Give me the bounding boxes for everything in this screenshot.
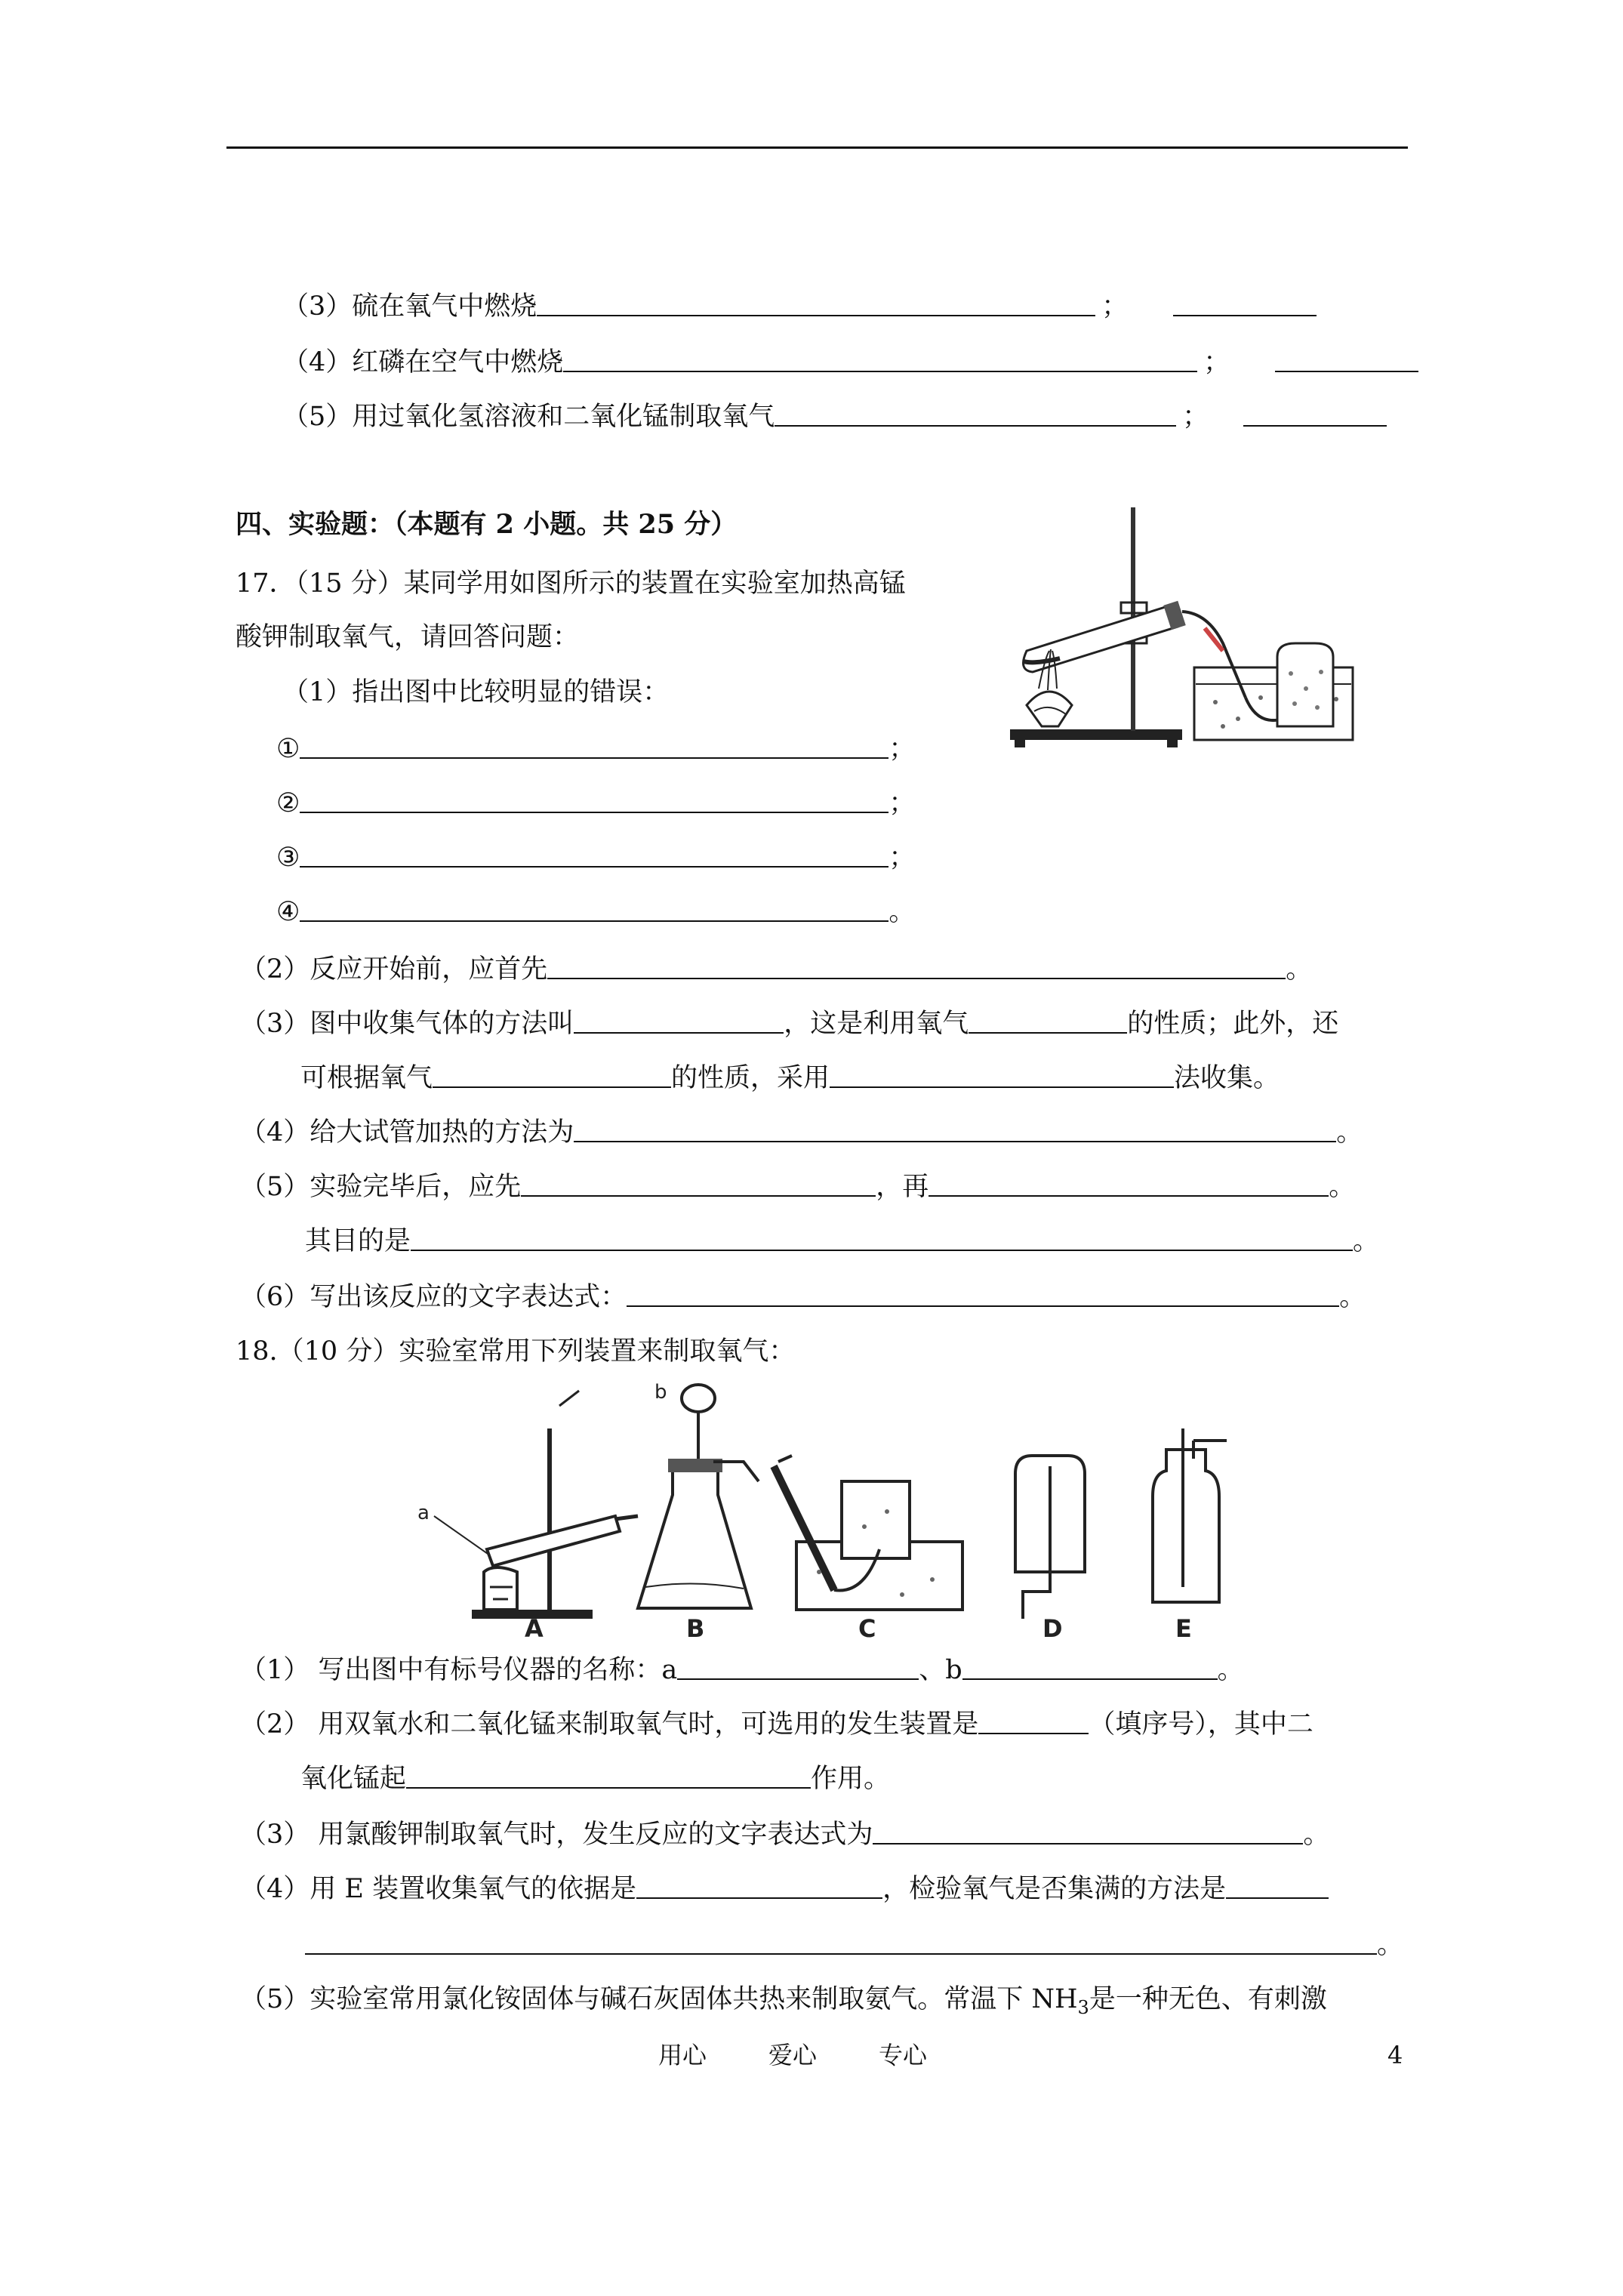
alcohol-lamp xyxy=(1027,692,1072,726)
q17-sub-5-line-2: 其目的是 。 xyxy=(305,1226,1380,1256)
q16-item-3: （3）硫在氧气中燃烧 ； xyxy=(282,290,1317,323)
q17-stem-line-1: 17．（15 分）某同学用如图所示的装置在实验室加热高锰 xyxy=(236,569,906,599)
q17-stem-line-2: 酸钾制取氧气，请回答问题： xyxy=(236,622,580,652)
apparatus-D xyxy=(1015,1456,1085,1640)
q17-sub-6: （6）写出该反应的文字表达式： 。 xyxy=(240,1282,1366,1312)
section-4-heading: 四、实验题：（本题有 2 小题。共 25 分） xyxy=(236,509,738,540)
q18-sub-4-answer-line: 。 xyxy=(305,1928,1403,1962)
label-C: C xyxy=(858,1614,876,1640)
q17-sub-2: （2）反应开始前，应首先 。 xyxy=(240,954,1313,985)
q18-sub-2-line-2: 氧化锰起 作用。 xyxy=(300,1764,891,1794)
q18-sub-1: （1） 写出图中有标号仪器的名称：a 、b 。 xyxy=(240,1655,1244,1685)
q18-apparatus-figure xyxy=(411,1383,1242,1640)
label-b: b xyxy=(654,1383,667,1404)
apparatus-A xyxy=(417,1391,638,1640)
q17-apparatus-figure xyxy=(996,500,1408,772)
q18-sub-3: （3） 用氯酸钾制取氧气时，发生反应的文字表达式为 。 xyxy=(240,1820,1330,1850)
q17-error-2: ② ； xyxy=(276,788,916,818)
label-D: D xyxy=(1042,1614,1063,1640)
q18-sub-5: （5）实验室常用氯化铵固体与碱石灰固体共热来制取氨气。常温下 $NH_3$是一种无色、有刺激 xyxy=(240,1984,1327,2018)
footer-motto-3: 专心 xyxy=(879,2041,928,2069)
q17-sub-1: （1）指出图中比较明显的错误： xyxy=(282,677,670,707)
header-rule xyxy=(226,146,1408,149)
q16-item-4: （4）红磷在空气中燃烧 ； xyxy=(282,346,1418,379)
footer-motto-1: 用心 xyxy=(658,2041,707,2069)
q17-sub-5-line-1: （5）实验完毕后，应先 ，再 。 xyxy=(240,1172,1356,1202)
apparatus-E xyxy=(1153,1428,1227,1640)
collecting-bottle xyxy=(1277,643,1333,726)
q17-sub-3-line-2: 可根据氧气 的性质，采用 法收集。 xyxy=(300,1063,1280,1093)
q17-error-1: ① ； xyxy=(276,734,916,764)
label-a: a xyxy=(417,1502,430,1524)
q17-error-3: ③ ； xyxy=(276,843,916,873)
footer-motto-2: 爱心 xyxy=(768,2041,818,2069)
label-A: A xyxy=(525,1614,544,1640)
q18-stem: 18.（10 分）实验室常用下列装置来制取氧气： xyxy=(236,1336,796,1367)
page-number: 4 xyxy=(1387,2041,1403,2069)
q16-item-5: （5）用过氧化氢溶液和二氧化锰制取氧气 ； xyxy=(282,400,1387,433)
q17-sub-4: （4）给大试管加热的方法为 。 xyxy=(240,1117,1363,1148)
q18-sub-4: （4）用 E 装置收集氧气的依据是 ，检验氧气是否集满的方法是 xyxy=(240,1872,1329,1906)
q17-sub-3-line-1: （3）图中收集气体的方法叫 ，这是利用氧气 的性质；此外，还 xyxy=(240,1009,1339,1039)
apparatus-B xyxy=(638,1383,759,1640)
label-B: B xyxy=(686,1614,705,1640)
iron-stand-base xyxy=(1010,729,1182,740)
q17-error-4: ④ 。 xyxy=(276,897,916,927)
label-E: E xyxy=(1175,1614,1192,1640)
q18-sub-2-line-1: （2） 用双氧水和二氧化锰来制取氧气时，可选用的发生装置是 （填序号），其中二 xyxy=(240,1709,1313,1740)
apparatus-C xyxy=(774,1456,962,1640)
